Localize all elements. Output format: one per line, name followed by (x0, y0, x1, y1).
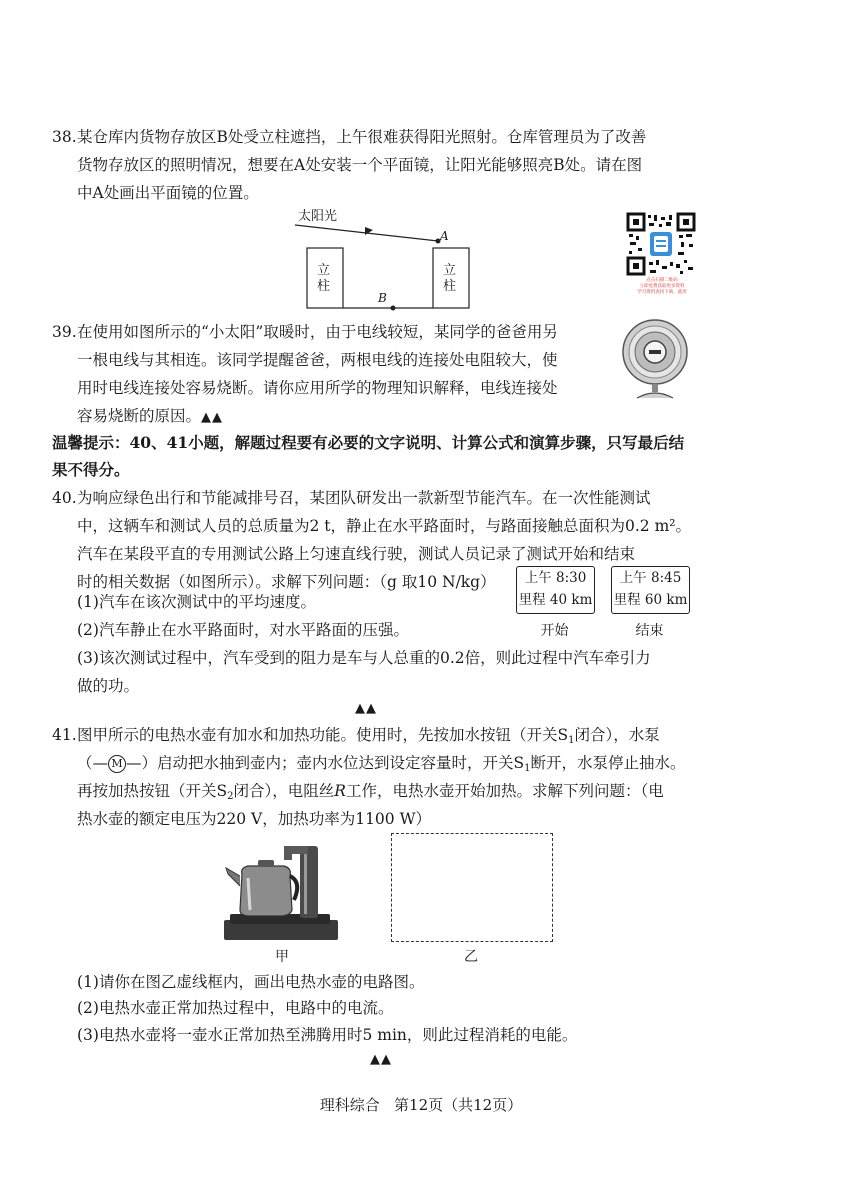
q41-sub-3: (3)电热水壶将一壶水正常加热至沸腾用时5 min，则此过程消耗的电能。 (77, 1026, 578, 1044)
switch-s2-subscript: 2 (227, 791, 234, 802)
point-b-label: B (378, 291, 387, 305)
qr-caption-line-2: 立即免费获取更多资料 (639, 284, 685, 289)
switch-s1-subscript-2: 1 (524, 763, 531, 774)
q41-text-line-1 (77, 725, 660, 751)
q41-line-2-c: 断开，水泵停止抽水。 (530, 754, 686, 772)
q41-line-3-a: 再按加热按钮（开关S (77, 782, 228, 800)
q41-line-3-c: 工作，电热水壶开始加热。求解下列问题：（电 (345, 782, 664, 800)
q40-sub-1: (1)汽车在该次测试中的平均速度。 (77, 593, 316, 611)
end-record-box (611, 566, 690, 614)
q38-text-line-2: 货物存放区的照明情况，想要在A处安装一个平面镜，让阳光能够照亮B处。请在图 (77, 156, 643, 174)
q41-line-2-a: （— (77, 754, 109, 772)
start-record-box (516, 566, 595, 614)
q38-number: 38. (52, 128, 77, 146)
q41-line-1-a: 图甲所示的电热水壶有加水和加热功能。使用时，先按加水按钮（开关S (77, 726, 569, 744)
q40-sub-2: (2)汽车静止在水平路面时，对水平路面的压强。 (77, 621, 409, 639)
q38-text-line-1: 某仓库内货物存放区B处受立柱遮挡，上午很难获得阳光照射。仓库管理员为了改善 (77, 128, 647, 146)
q40-text-line-3: 汽车在某段平直的专用测试公路上匀速直线行驶，测试人员记录了测试开始和结束 (77, 545, 636, 563)
q39-answer-marks: ▲▲ (201, 410, 224, 425)
end-caption: 结束 (635, 623, 664, 639)
end-time: 上午 8:45 (619, 570, 682, 586)
q38-figure (290, 205, 480, 315)
circuit-drawing-area[interactable] (391, 833, 553, 942)
qr-caption-line-1: 点击扫描二维码 (646, 278, 678, 283)
motor-symbol-icon: M (108, 755, 126, 773)
end-mileage: 里程 60 km (613, 592, 688, 608)
qr-caption-line-3: 学习资料查找下载，就用 (637, 290, 687, 295)
q41-text-line-2 (77, 753, 686, 779)
start-caption: 开始 (540, 623, 569, 639)
right-pillar-label: 立柱 (443, 263, 457, 294)
point-a-label: A (440, 229, 449, 243)
q41-text-line-4: 热水壶的额定电压为220 V，加热功率为1100 W） (77, 810, 432, 828)
q40-number: 40. (52, 489, 77, 507)
q39-text-line-4 (77, 406, 223, 428)
point-b-dot (391, 306, 396, 311)
figure-b-caption: 乙 (464, 949, 478, 965)
q40-answer-marks: ▲▲ (355, 701, 377, 716)
resistor-r-symbol: R (334, 782, 346, 800)
q41-line-1-b: 闭合），水泵 (574, 726, 660, 744)
tip-line-2: 果不得分。 (52, 460, 130, 479)
q41-line-3-b: 闭合），电阻丝 (233, 782, 335, 800)
q39-text-line-4-content: 容易烧断的原因。 (77, 407, 202, 425)
figure-a-caption: 甲 (275, 949, 289, 965)
switch-s1-subscript: 1 (568, 735, 575, 746)
q40-sub-3-line-1: (3)该次测试过程中，汽车受到的阻力是车与人总重的0.2倍，则此过程中汽车牵引力 (77, 649, 651, 667)
left-pillar-label: 立柱 (317, 263, 331, 294)
kettle-image (222, 838, 340, 942)
q40-text-line-1: 为响应绿色出行和节能减排号召，某团队研发出一款新型节能汽车。在一次性能测试 (77, 489, 651, 507)
q41-line-2-b: —）启动把水抽到壶内；壶内水位达到设定容量时，开关S (126, 754, 525, 772)
start-mileage: 里程 40 km (518, 592, 593, 608)
qr-code[interactable] (626, 212, 696, 276)
heater-image (617, 318, 695, 402)
q39-number: 39. (52, 323, 77, 341)
small-sun-heater-icon (617, 318, 695, 402)
q41-sub-1: (1)请你在图乙虚线框内，画出电热水壶的电路图。 (77, 973, 425, 991)
qr-code-icon (626, 212, 696, 276)
q40-sub-3-line-2: 做的功。 (77, 677, 140, 695)
start-time: 上午 8:30 (524, 570, 587, 586)
q39-text-line-1: 在使用如图所示的“小太阳”取暖时，由于电线较短，某同学的爸爸用另 (77, 323, 558, 341)
electric-kettle-icon (222, 838, 340, 942)
q39-text-line-3: 用时电线连接处容易烧断。请你应用所学的物理知识解释，电线连接处 (77, 379, 558, 397)
q39-text-line-2: 一根电线与其相连。该同学提醒爸爸，两根电线的连接处电阻较大，使 (77, 351, 558, 369)
tip-line-1: 温馨提示：40、41小题，解题过程要有必要的文字说明、计算公式和演算步骤，只写最后结 (52, 433, 685, 452)
q38-text-line-3: 中A处画出平面镜的位置。 (77, 184, 259, 202)
page-footer: 理科综合 第12页（共12页） (319, 1096, 523, 1114)
q40-text-line-2: 中，这辆车和测试人员的总质量为2 t，静止在水平路面时，与路面接触总面积为0.2 m²。 (77, 517, 692, 535)
q41-number: 41. (52, 726, 77, 744)
q41-text-line-3 (77, 781, 664, 807)
q40-text-line-4: 时的相关数据（如图所示）。求解下列问题：（g 取10 N/kg） (77, 573, 496, 591)
qr-caption (612, 278, 712, 296)
q41-answer-marks: ▲▲ (370, 1052, 392, 1067)
sunlight-label: 太阳光 (298, 209, 338, 224)
q41-sub-2: (2)电热水壶正常加热过程中，电路中的电流。 (77, 999, 394, 1017)
